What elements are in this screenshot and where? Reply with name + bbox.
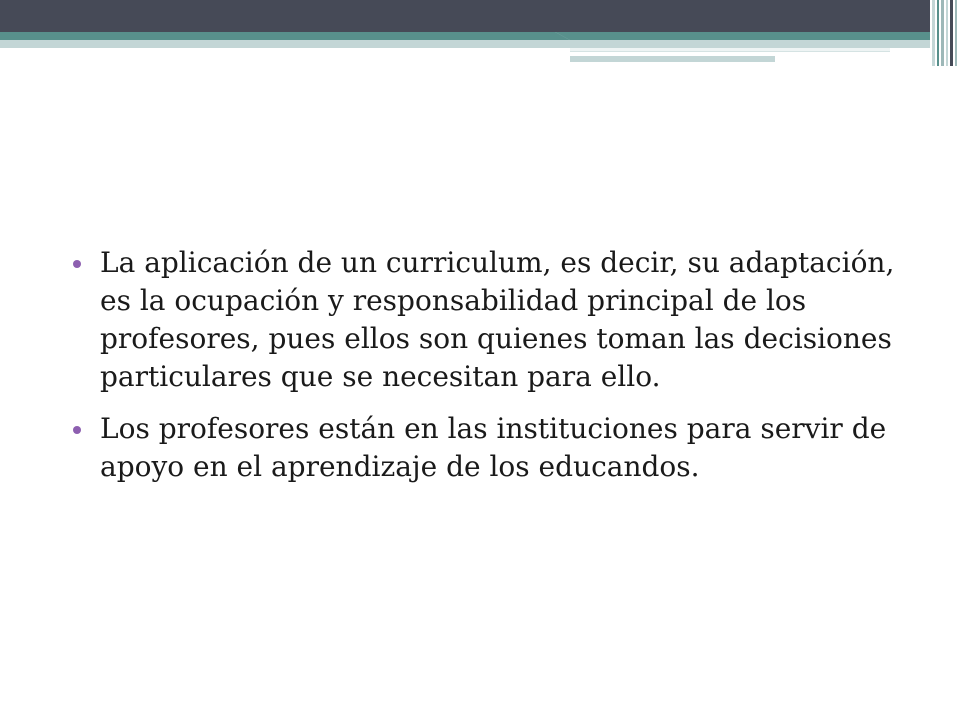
bullet-text: Los profesores están en las instituciones para servir de apoyo en el aprendizaje de los educandos. [100, 412, 887, 483]
header-accent-decoration [0, 0, 960, 66]
bullet-text: La aplicación de un curriculum, es decir, su adaptación, es la ocupación y responsabilidad principal de los profesores, pues ellos son quienes toman las decisiones particulares que se necesitan para ello. [100, 246, 895, 393]
slide-content [70, 244, 910, 500]
bullet-dot-icon [73, 426, 81, 434]
bullet-item [70, 410, 910, 486]
bullet-item [70, 244, 910, 396]
bullet-list [70, 244, 910, 486]
bullet-dot-icon [73, 260, 81, 268]
right-edge-stripes [930, 0, 960, 66]
